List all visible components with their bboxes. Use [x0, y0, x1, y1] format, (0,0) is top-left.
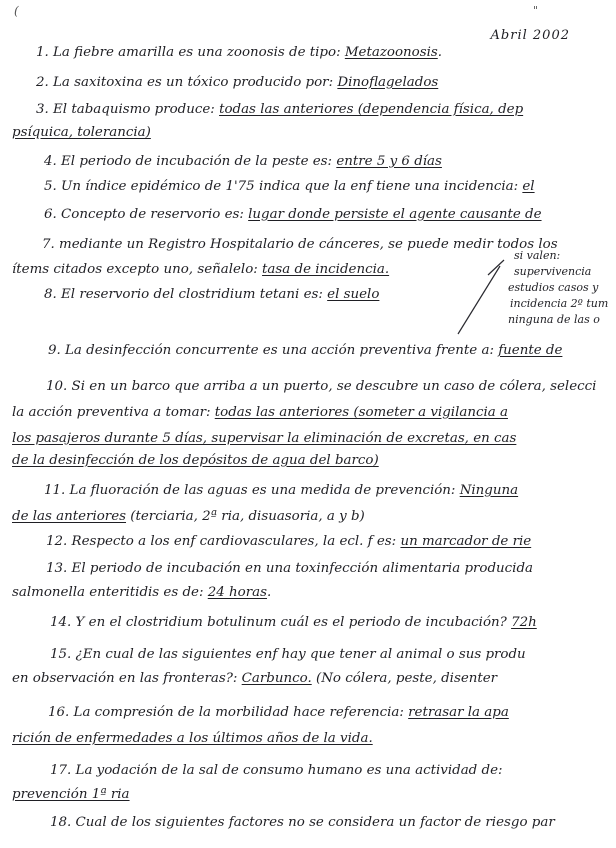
corner-mark: "	[532, 4, 538, 17]
question-text: 3. El tabaquismo produce:	[36, 102, 220, 117]
underlined-answer: un marcador de rie	[400, 534, 532, 549]
text-line	[0, 378, 616, 396]
text-line	[0, 508, 616, 526]
question-text: 13. El periodo de incubación en una toxinfección alimentaria producida	[46, 561, 534, 576]
text-line	[0, 614, 616, 632]
question-text: 12. Respecto a los enf cardiovasculares, la ecl. f es:	[46, 534, 401, 549]
text-line	[0, 178, 616, 196]
page-date: Abril 2002	[490, 28, 570, 43]
underlined-answer: de la desinfección de los depósitos de agua del barco)	[12, 453, 379, 468]
text-line	[0, 560, 616, 578]
question-text: (terciaria, 2ª ria, disuasoria, a y b)	[126, 509, 365, 524]
text-line	[0, 762, 616, 780]
text-line	[0, 730, 616, 748]
question-text: .	[267, 585, 272, 600]
underlined-answer: el suelo	[327, 287, 380, 302]
question-text: 2. La saxitoxina es un tóxico producido por:	[36, 75, 338, 90]
text-line	[0, 101, 616, 119]
underlined-answer: rición de enfermedades a los últimos años de la vida.	[12, 731, 373, 746]
underlined-answer: el	[522, 179, 535, 194]
text-line	[0, 584, 616, 602]
question-text: 5. Un índice epidémico de 1'75 indica que la enf tiene una incidencia:	[44, 179, 523, 194]
side-note-line: si valen:	[514, 249, 561, 262]
side-note-line: ninguna de las o	[508, 313, 600, 326]
side-note-line: incidencia 2º tum	[510, 297, 609, 310]
text-line	[0, 814, 616, 832]
underlined-answer: fuente de	[498, 343, 563, 358]
underlined-answer: Carbunco.	[241, 671, 312, 686]
question-text: 11. La fluoración de las aguas es una medida de prevención:	[44, 483, 460, 498]
underlined-answer: lugar donde persiste el agente causante de	[248, 207, 542, 222]
underlined-answer: todas las anteriores (someter a vigilancia a	[214, 405, 508, 420]
text-line	[0, 342, 616, 360]
text-line	[0, 44, 616, 62]
text-line	[0, 646, 616, 664]
question-text: la acción preventiva a tomar:	[12, 405, 215, 420]
question-text: 15. ¿En cual de las siguientes enf hay que tener al animal o sus produ	[50, 647, 526, 662]
side-note-line: supervivencia	[514, 265, 592, 278]
question-text: ítems citados excepto uno, señalelo:	[12, 262, 263, 277]
underlined-answer: los pasajeros durante 5 días, supervisar la eliminación de excretas, en cas	[12, 431, 517, 446]
text-line	[0, 786, 616, 804]
text-line	[0, 153, 616, 171]
text-line	[0, 704, 616, 722]
question-text: 18. Cual de los siguientes factores no se considera un factor de riesgo par	[50, 815, 555, 830]
question-text: 4. El periodo de incubación de la peste es:	[44, 154, 337, 169]
underlined-answer: 72h	[511, 615, 537, 630]
underlined-answer: 24 horas	[207, 585, 268, 600]
underlined-answer: todas las anteriores (dependencia física, dep	[219, 102, 524, 117]
side-note-line: estudios casos y	[508, 281, 599, 294]
text-line	[0, 430, 616, 448]
question-text: 1. La fiebre amarilla es una zoonosis de tipo:	[36, 45, 345, 60]
underlined-answer: de las anteriores	[12, 509, 127, 524]
underlined-answer: prevención 1ª ria	[12, 787, 130, 802]
question-text: 8. El reservorio del clostridium tetani es:	[44, 287, 328, 302]
underlined-answer: Dinoflagelados	[337, 75, 439, 90]
question-text: salmonella enteritidis es de:	[12, 585, 208, 600]
text-line	[0, 452, 616, 470]
text-line	[0, 124, 616, 142]
question-text: 16. La compresión de la morbilidad hace referencia:	[48, 705, 409, 720]
text-line	[0, 206, 616, 224]
text-line	[0, 74, 616, 92]
underlined-answer: entre 5 y 6 días	[336, 154, 442, 169]
underlined-answer: psíquica, tolerancia)	[12, 125, 151, 140]
margin-mark: (	[14, 4, 19, 18]
question-text: 7. mediante un Registro Hospitalario de cánceres, se puede medir todos los	[42, 237, 558, 252]
text-line	[0, 404, 616, 422]
underlined-answer: Metazoonosis	[344, 45, 438, 60]
question-text: (No cólera, peste, disenter	[311, 671, 498, 686]
question-text: 10. Si en un barco que arriba a un puerto, se descubre un caso de cólera, selecci	[46, 379, 597, 394]
question-text: 6. Concepto de reservorio es:	[44, 207, 249, 222]
question-text: en observación en las fronteras?:	[12, 671, 242, 686]
text-line	[0, 670, 616, 688]
underlined-answer: tasa de incidencia.	[262, 262, 390, 277]
text-line	[0, 533, 616, 551]
question-text: 14. Y en el clostridium botulinum cuál es el periodo de incubación?	[50, 615, 512, 630]
text-line	[0, 482, 616, 500]
question-text: 9. La desinfección concurrente es una acción preventiva frente a:	[48, 343, 499, 358]
underlined-answer: retrasar la apa	[408, 705, 509, 720]
underlined-answer: Ninguna	[459, 483, 519, 498]
question-text: 17. La yodación de la sal de consumo humano es una actividad de:	[50, 763, 503, 778]
question-text: .	[437, 45, 443, 60]
